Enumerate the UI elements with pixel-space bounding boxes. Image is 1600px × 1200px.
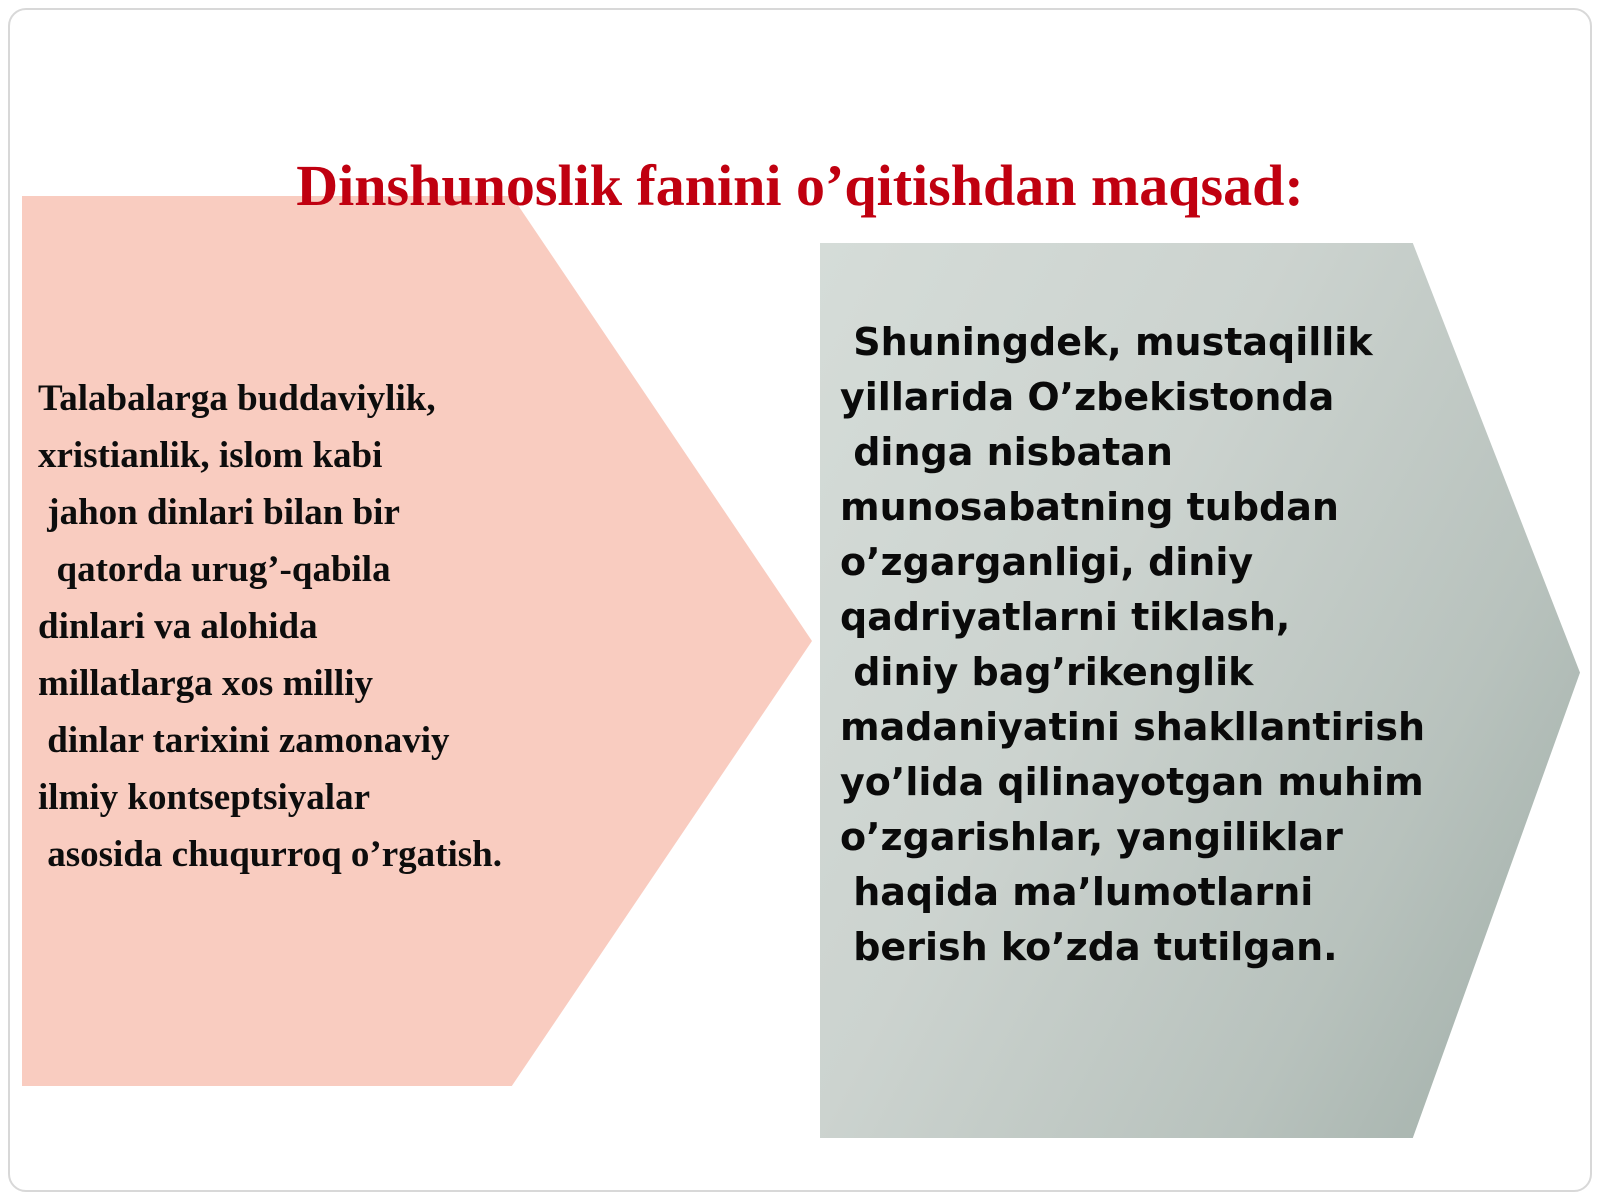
left-text-line: xristianlik, islom kabi [38, 435, 383, 476]
right-text-line: munosabatning tubdan [840, 485, 1339, 529]
right-text-line: o’zgarishlar, yangiliklar [840, 815, 1343, 859]
left-text-line: dinlar tarixini zamonaviy [38, 720, 450, 761]
right-text-line: Shuningdek, mustaqillik [840, 320, 1373, 364]
right-text-line: yillarida O’zbekistonda [840, 375, 1335, 419]
right-text-line: berish ko’zda tutilgan. [840, 925, 1338, 969]
left-text-line: qatorda urug’-qabila [38, 549, 391, 590]
page-title: Dinshunoslik fanini o’qitishdan maqsad: [296, 153, 1304, 218]
right-panel-text [840, 315, 1580, 975]
left-text-line: jahon dinlari bilan bir [38, 492, 400, 533]
right-text-line: madaniyatini shakllantirish [840, 705, 1426, 749]
right-text-line: qadriyatlarni tiklash, [840, 595, 1291, 639]
left-text-line: ilmiy kontseptsiyalar [38, 777, 370, 818]
right-text-line: dinga nisbatan [840, 430, 1173, 474]
left-text-line: millatlarga xos milliy [38, 663, 374, 704]
left-text-line: Talabalarga buddaviylik, [38, 378, 436, 419]
right-text-line: diniy bag’rikenglik [840, 650, 1254, 694]
left-text-line: asosida chuqurroq o’rgatish. [38, 834, 502, 875]
right-text-line: haqida ma’lumotlarni [840, 870, 1314, 914]
left-panel-text [38, 370, 738, 883]
right-text-line: yo’lida qilinayotgan muhim [840, 760, 1424, 804]
left-text-line: dinlari va alohida [38, 606, 318, 647]
right-text-line: o’zgarganligi, diniy [840, 540, 1254, 584]
